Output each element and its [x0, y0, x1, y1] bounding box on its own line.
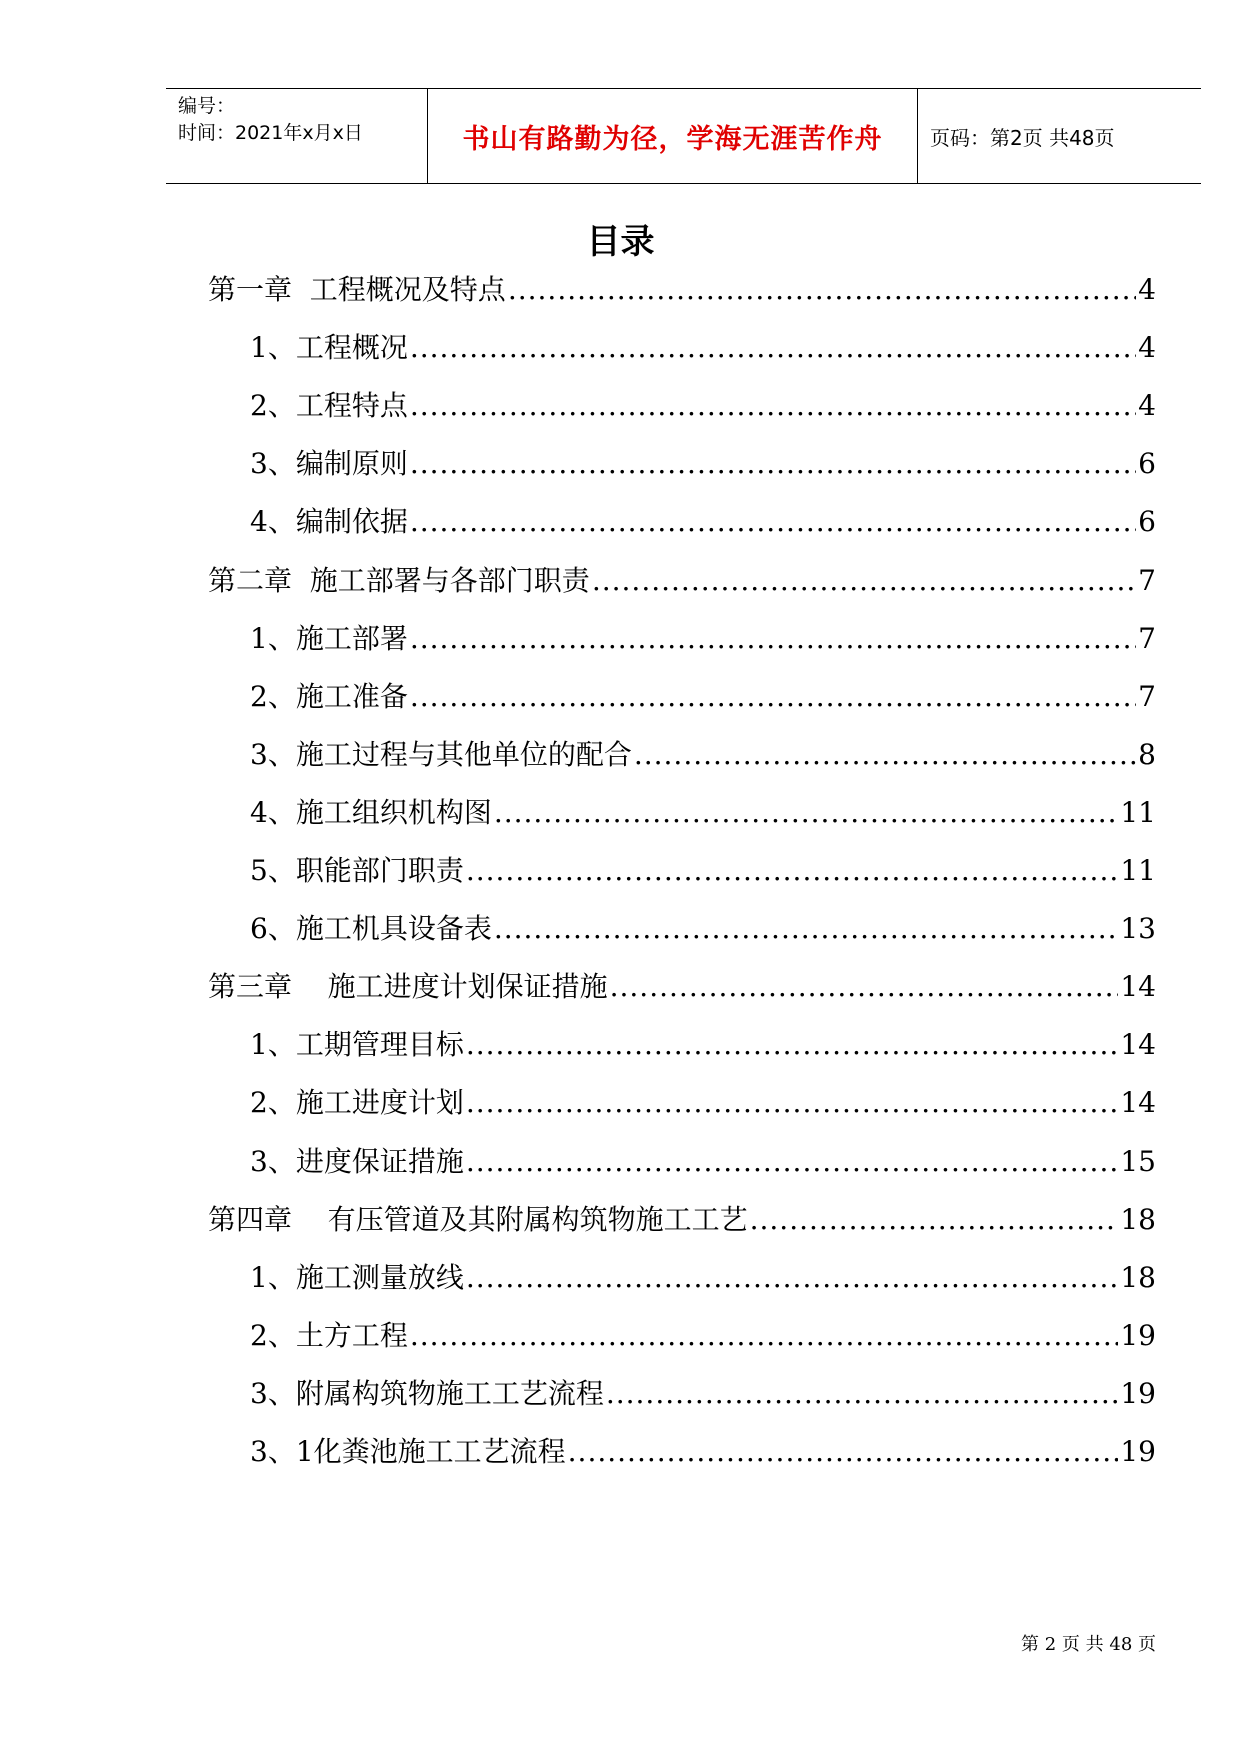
toc-dot-leader: [466, 1083, 1119, 1123]
toc-dot-leader: [592, 561, 1136, 601]
toc-dot-leader: [466, 1258, 1119, 1298]
toc-entry[interactable]: [250, 735, 1156, 775]
document-number-label: 编号：: [178, 95, 236, 117]
toc-entry-label: 第四章 有压管道及其附属构筑物施工工艺: [208, 1202, 748, 1236]
toc-entry-label: 3、施工过程与其他单位的配合: [250, 737, 632, 771]
toc-entry-label: 1、施工部署: [250, 621, 408, 655]
toc-entry[interactable]: [250, 851, 1156, 891]
toc-dot-leader: [410, 677, 1136, 717]
toc-dot-leader: [410, 1316, 1119, 1356]
header-page-code: 页码：第2页 共48页: [930, 125, 1115, 150]
toc-entry[interactable]: [208, 967, 1156, 1007]
header-meta: [166, 89, 428, 183]
toc-entry-label: 2、施工进度计划: [250, 1086, 464, 1120]
toc-entry[interactable]: [208, 1200, 1156, 1240]
toc-entry[interactable]: [250, 444, 1156, 484]
toc-dot-leader: [410, 619, 1136, 659]
toc-entry-page: 13: [1120, 912, 1156, 946]
toc-entry-label: 第二章 施工部署与各部门职责: [208, 563, 590, 597]
toc-entry-page: 18: [1120, 1202, 1156, 1236]
toc-entry-page: 4: [1138, 273, 1156, 306]
page-footer: 第 2 页 共 48 页: [1021, 1634, 1156, 1655]
toc-dot-leader: [410, 444, 1136, 484]
toc-entry[interactable]: [250, 1432, 1156, 1472]
toc-entry-label: 2、施工准备: [250, 679, 408, 713]
page-title: 目录: [586, 222, 655, 262]
toc-entry-page: 18: [1120, 1260, 1156, 1294]
toc-entry-page: 19: [1120, 1435, 1156, 1468]
toc-entry-label: 5、职能部门职责: [250, 854, 464, 887]
toc-entry[interactable]: [250, 1083, 1156, 1123]
toc-entry[interactable]: [250, 1142, 1156, 1182]
toc-entry-page: 14: [1120, 970, 1156, 1004]
toc-dot-leader: [494, 909, 1119, 949]
toc-dot-leader: [466, 1025, 1119, 1065]
toc-entry[interactable]: [250, 909, 1156, 949]
toc-entry-page: 6: [1138, 447, 1156, 481]
toc-dot-leader: [466, 1142, 1119, 1182]
toc-entry-label: 3、附属构筑物施工工艺流程: [250, 1376, 604, 1410]
toc-entry-label: 3、1化粪池施工工艺流程: [250, 1435, 566, 1468]
toc-entry-label: 4、施工组织机构图: [250, 795, 492, 829]
toc-entry-page: 14: [1120, 1028, 1156, 1062]
toc-dot-leader: [508, 270, 1136, 310]
toc-entry-page: 15: [1120, 1144, 1156, 1178]
toc-entry-page: 7: [1138, 621, 1156, 655]
toc-entry-page: 7: [1138, 563, 1156, 597]
toc-entry-page: 8: [1138, 737, 1156, 771]
document-time-label: 时间：2021年x月x日: [178, 122, 363, 144]
toc-dot-leader: [568, 1432, 1119, 1472]
toc-entry-label: 1、工程概况: [250, 331, 408, 365]
toc-dot-leader: [466, 851, 1119, 891]
toc-entry-page: 11: [1120, 795, 1156, 829]
toc-entry-label: 2、土方工程: [250, 1318, 408, 1352]
document-header: [166, 88, 1201, 184]
toc-dot-leader: [610, 967, 1119, 1007]
toc-dot-leader: [494, 793, 1119, 833]
toc-entry[interactable]: [250, 793, 1156, 833]
toc-entry-page: 19: [1120, 1376, 1156, 1410]
toc-entry-page: 4: [1138, 389, 1156, 423]
toc-entry-label: 第三章 施工进度计划保证措施: [208, 970, 608, 1004]
toc-entry-label: 4、编制依据: [250, 505, 408, 539]
toc-entry-page: 14: [1120, 1086, 1156, 1120]
toc-entry[interactable]: [250, 1258, 1156, 1298]
toc-dot-leader: [634, 735, 1136, 775]
toc-entry[interactable]: [208, 270, 1156, 310]
toc-entry-label: 1、工期管理目标: [250, 1028, 464, 1062]
toc-entry[interactable]: [250, 386, 1156, 426]
toc-entry-label: 6、施工机具设备表: [250, 912, 492, 946]
toc-entry-label: 1、施工测量放线: [250, 1260, 464, 1294]
toc-entry-label: 3、编制原则: [250, 447, 408, 481]
toc-entry-page: 6: [1138, 505, 1156, 539]
toc-entry-label: 2、工程特点: [250, 389, 408, 423]
toc-dot-leader: [750, 1200, 1119, 1240]
header-motto: 书山有路勤为径，学海无涯苦作舟: [428, 89, 918, 183]
toc-entry[interactable]: [250, 1374, 1156, 1414]
toc-dot-leader: [410, 502, 1136, 542]
toc-entry[interactable]: [250, 1025, 1156, 1065]
toc-entry[interactable]: [250, 328, 1156, 368]
toc-entry-label: 第一章 工程概况及特点: [208, 273, 506, 306]
toc-dot-leader: [410, 328, 1136, 368]
toc-entry-label: 3、进度保证措施: [250, 1144, 464, 1178]
toc-dot-leader: [606, 1374, 1119, 1414]
toc-entry[interactable]: [250, 619, 1156, 659]
toc-dot-leader: [410, 386, 1136, 426]
toc-entry-page: 19: [1120, 1318, 1156, 1352]
toc-entry[interactable]: [250, 502, 1156, 542]
toc-entry-page: 11: [1120, 854, 1156, 887]
toc-entry[interactable]: [250, 677, 1156, 717]
toc-entry-page: 7: [1138, 679, 1156, 713]
toc-entry[interactable]: [208, 561, 1156, 601]
toc-entry-page: 4: [1138, 331, 1156, 365]
toc-entry[interactable]: [250, 1316, 1156, 1356]
